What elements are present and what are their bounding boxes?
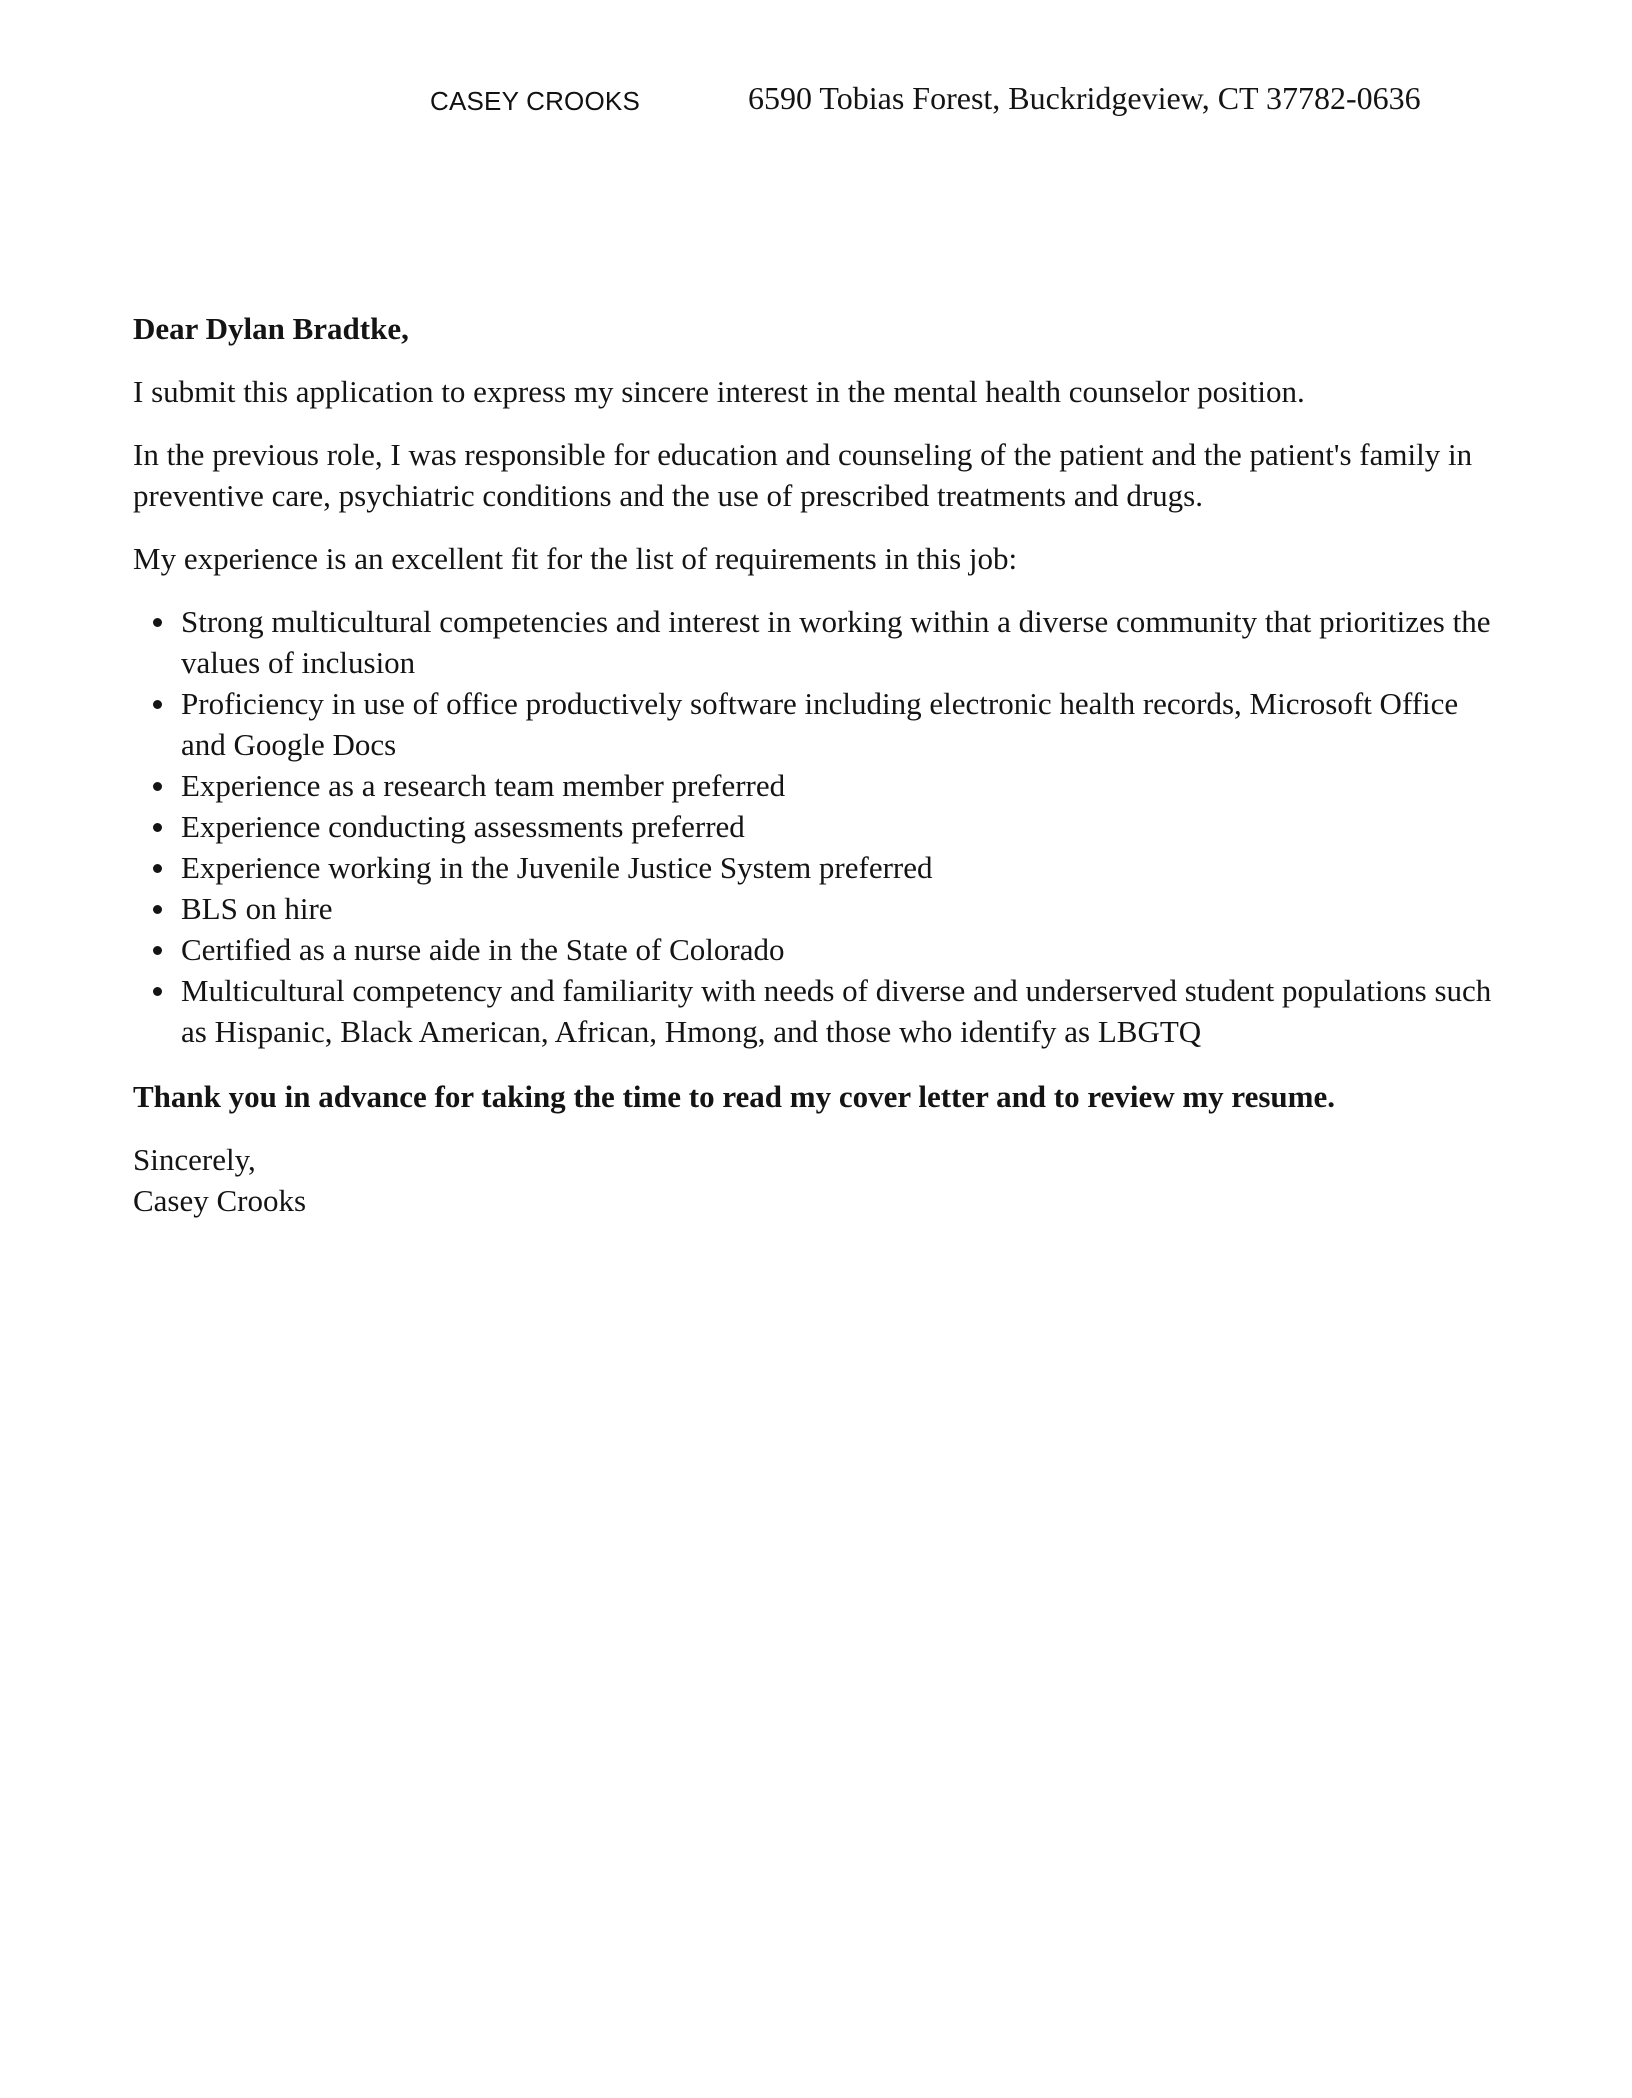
requirement-text: BLS on hire	[181, 891, 333, 926]
closing-paragraph: Thank you in advance for taking the time to read my cover letter and to review my resume.	[133, 1079, 1336, 1114]
requirement-item	[133, 847, 1503, 888]
requirement-item	[133, 683, 1503, 765]
requirement-text: Certified as a nurse aide in the State of Colorado	[181, 932, 785, 967]
requirement-item	[133, 601, 1503, 683]
requirement-text: Strong multicultural competencies and interest in working within a diverse community that prioritizes the values of inclusion	[181, 604, 1491, 680]
requirements-list	[133, 601, 1503, 1052]
sender-name: CASEY CROOKS	[430, 86, 640, 116]
bullet-icon	[153, 618, 162, 627]
bullet-icon	[153, 823, 162, 832]
previous-role-paragraph: In the previous role, I was responsible for education and counseling of the patient and the patient's family in preventive care, psychiatric conditions and the use of prescribed treatments and drugs.	[133, 437, 1473, 513]
requirement-item	[133, 888, 1503, 929]
requirements-intro: My experience is an excellent fit for the list of requirements in this job:	[133, 541, 1018, 576]
signoff: Sincerely,	[133, 1142, 256, 1177]
requirement-text: Multicultural competency and familiarity with needs of diverse and underserved student populations such as Hispanic, Black American, African, Hmong, and those who identify as LBGTQ	[181, 973, 1492, 1049]
bullet-icon	[153, 987, 162, 996]
bullet-icon	[153, 905, 162, 914]
requirement-text: Experience working in the Juvenile Justice System preferred	[181, 850, 933, 885]
requirement-item	[133, 765, 1503, 806]
intro-paragraph: I submit this application to express my sincere interest in the mental health counselor position.	[133, 374, 1305, 409]
salutation: Dear Dylan Bradtke,	[133, 311, 409, 346]
bullet-icon	[153, 946, 162, 955]
letter-header	[0, 80, 1632, 124]
requirement-text: Experience conducting assessments preferred	[181, 809, 745, 844]
requirement-item	[133, 970, 1503, 1052]
requirement-item	[133, 806, 1503, 847]
requirement-text: Proficiency in use of office productively software including electronic health records, Microsoft Office and Google Docs	[181, 686, 1459, 762]
requirement-text: Experience as a research team member preferred	[181, 768, 786, 803]
signature-name: Casey Crooks	[133, 1183, 307, 1218]
bullet-icon	[153, 782, 162, 791]
requirement-item	[133, 929, 1503, 970]
sender-address: 6590 Tobias Forest, Buckridgeview, CT 37782-0636	[748, 80, 1421, 116]
letter-body	[133, 308, 1503, 1221]
bullet-icon	[153, 864, 162, 873]
bullet-icon	[153, 700, 162, 709]
